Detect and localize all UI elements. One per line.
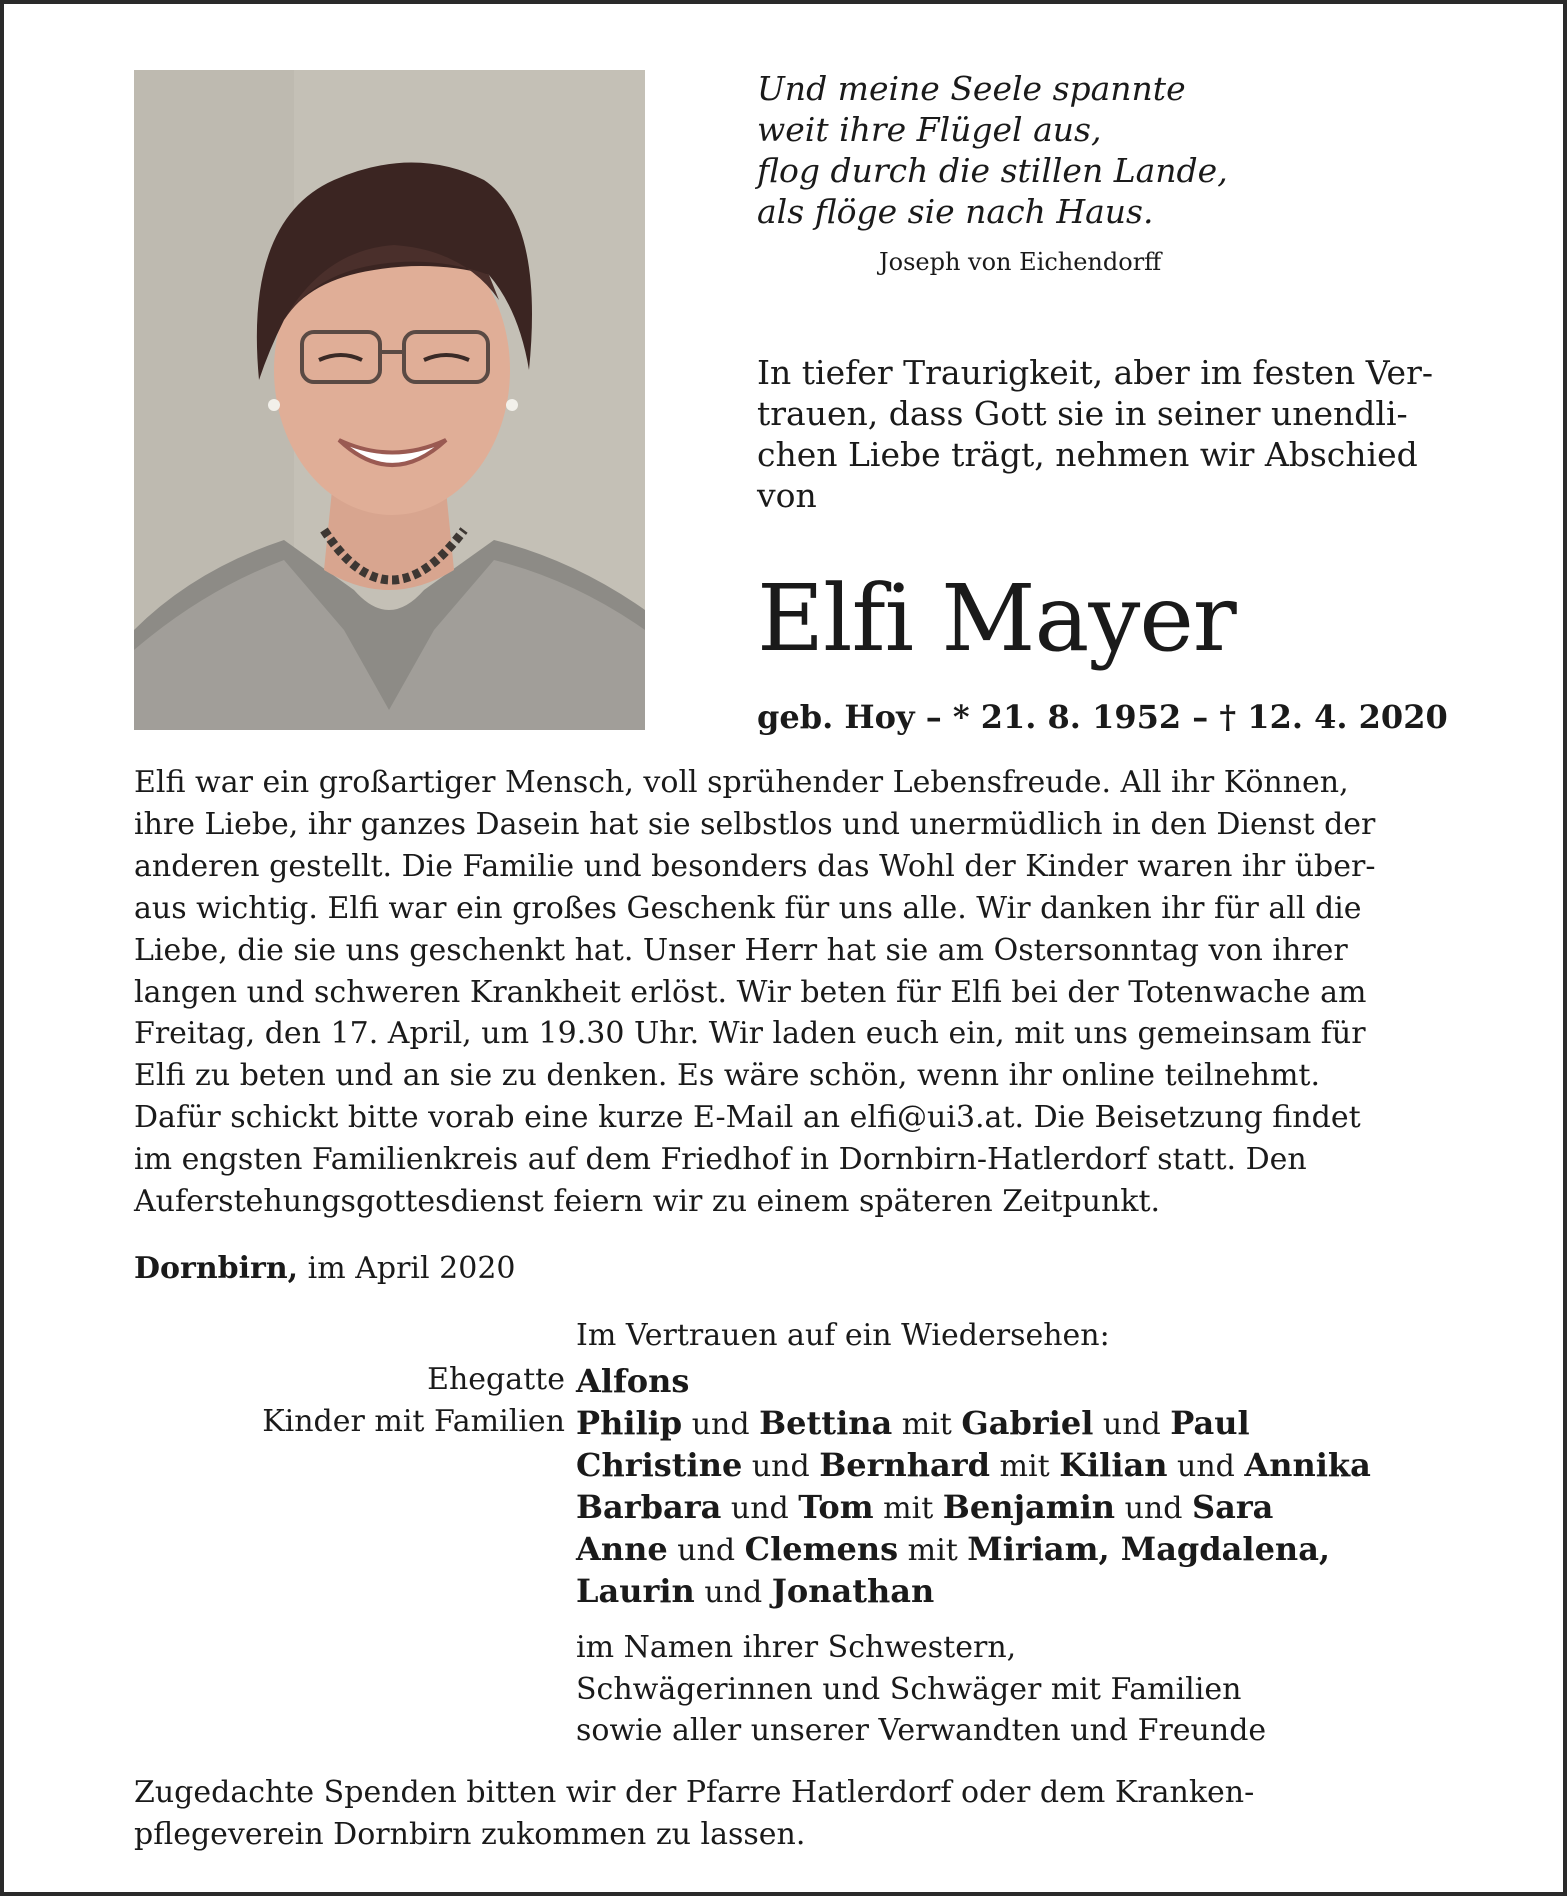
children-names	[576, 1572, 934, 1610]
children-names	[576, 1488, 1273, 1526]
connector-text: mit	[873, 1491, 943, 1526]
children-label: Kinder mit Familien	[262, 1404, 565, 1439]
poem-line: als flöge sie nach Haus.	[757, 192, 1154, 231]
family-member-name: Laurin	[576, 1572, 695, 1610]
body-line: Dafür schickt bitte vorab eine kurze E-Mail an elfi@ui3.at. Die Beisetzung findet	[134, 1100, 1361, 1136]
family-member-name: Bettina	[759, 1404, 893, 1442]
children-names	[576, 1446, 1371, 1484]
body-line: aus wichtig. Elfi war ein großes Geschenk für uns alle. Wir danken ihr für all die	[134, 890, 1362, 926]
intro-line: von	[757, 476, 817, 515]
spouse-names	[576, 1362, 689, 1400]
connector-text: und	[742, 1449, 820, 1484]
family-member-name: Paul	[1170, 1404, 1250, 1442]
deceased-dates: geb. Hoy – * 21. 8. 1952 – † 12. 4. 2020	[757, 698, 1448, 736]
intro-line: trauen, dass Gott sie in seiner unendli-	[757, 394, 1408, 433]
connector-text: und	[1093, 1407, 1171, 1442]
family-member-name: Sara	[1191, 1488, 1274, 1526]
children-row	[4, 1488, 1567, 1530]
closing-line: Schwägerinnen und Schwäger mit Familien	[576, 1671, 1242, 1707]
body-line: Freitag, den 17. April, um 19.30 Uhr. Wir laden euch ein, mit uns gemeinsam für	[134, 1016, 1366, 1052]
family-member-name: Kilian	[1059, 1446, 1168, 1484]
closing-line: im Namen ihrer Schwestern,	[576, 1630, 1017, 1665]
children-row	[4, 1572, 1567, 1614]
closing-lines	[576, 1627, 1266, 1752]
family-member-name: Miriam, Magdalena,	[967, 1530, 1331, 1568]
place-date-text: im April 2020	[307, 1251, 516, 1286]
donation-line: pflegeverein Dornbirn zukommen zu lassen.	[134, 1817, 806, 1852]
family-member-name: Christine	[576, 1446, 743, 1484]
poem-author: Joseph von Eichendorff	[879, 248, 1162, 276]
place-date	[134, 1251, 516, 1286]
children-row	[4, 1446, 1567, 1488]
connector-text: und	[721, 1491, 799, 1526]
place-city: Dornbirn,	[134, 1251, 299, 1286]
obituary-body	[134, 762, 1375, 1223]
family-member-name: Gabriel	[961, 1404, 1094, 1442]
children-names	[576, 1530, 1330, 1568]
intro-line: In tiefer Traurigkeit, aber im festen Ver-	[757, 353, 1434, 392]
body-line: langen und schweren Krankheit erlöst. Wir beten für Elfi bei der Totenwache am	[134, 974, 1367, 1010]
family-member-name: Bernhard	[819, 1446, 991, 1484]
spouse-name: Alfons	[576, 1362, 690, 1400]
intro-text	[757, 352, 1433, 516]
spouse-row	[4, 1362, 1567, 1404]
body-line: Liebe, die sie uns geschenkt hat. Unser Herr hat sie am Ostersonntag von ihrer	[134, 932, 1348, 968]
intro-line: chen Liebe trägt, nehmen wir Abschied	[757, 435, 1418, 474]
connector-text: mit	[898, 1533, 968, 1568]
poem-line: flog durch die stillen Lande,	[757, 151, 1228, 190]
connector-text: und	[694, 1575, 772, 1610]
body-line: ihre Liebe, ihr ganzes Dasein hat sie selbstlos und unermüdlich in den Dienst der	[134, 806, 1376, 842]
body-line: Elfi war ein großartiger Mensch, voll sprühender Lebensfreude. All ihr Können,	[134, 765, 1349, 800]
poem-line: Und meine Seele spannte	[757, 69, 1186, 108]
body-line: Elfi zu beten und an sie zu denken. Es wäre schön, wenn ihr online teilnehmt.	[134, 1058, 1321, 1094]
portrait-photo	[134, 70, 645, 730]
family-member-name: Anne	[576, 1530, 668, 1568]
family-member-name: Jonathan	[771, 1572, 935, 1610]
family-intro: Im Vertrauen auf ein Wiedersehen:	[576, 1318, 1110, 1353]
body-line: im engsten Familienkreis auf dem Friedhof in Dornbirn-Hatlerdorf statt. Den	[134, 1142, 1307, 1178]
family-member-name: Philip	[576, 1404, 683, 1442]
deceased-name: Elfi Mayer	[757, 565, 1236, 672]
body-line: Auferstehungsgottesdienst feiern wir zu einem späteren Zeitpunkt.	[134, 1184, 1161, 1220]
connector-text: und	[667, 1533, 745, 1568]
family-member-name: Benjamin	[942, 1488, 1116, 1526]
connector-text: und	[1167, 1449, 1245, 1484]
spouse-label: Ehegatte	[427, 1362, 565, 1397]
family-member-name: Tom	[798, 1488, 874, 1526]
donation-line: Zugedachte Spenden bitten wir der Pfarre Hatlerdorf oder dem Kranken-	[134, 1775, 1255, 1810]
connector-text: und	[1115, 1491, 1192, 1526]
body-line: anderen gestellt. Die Familie und besonders das Wohl der Kinder waren ihr über-	[134, 848, 1376, 884]
poem	[757, 68, 1228, 232]
children-row	[4, 1404, 1567, 1446]
children-row	[4, 1530, 1567, 1572]
poem-line: weit ihre Flügel aus,	[757, 110, 1102, 149]
closing-line: sowie aller unserer Verwandten und Freunde	[576, 1713, 1267, 1748]
family-member-name: Barbara	[576, 1488, 722, 1526]
connector-text: und	[682, 1407, 760, 1442]
connector-text: mit	[990, 1449, 1060, 1484]
family-member-name: Clemens	[744, 1530, 899, 1568]
family-member-name: Annika	[1244, 1446, 1371, 1484]
connector-text: mit	[892, 1407, 962, 1442]
donation-note	[134, 1772, 1254, 1856]
children-names	[576, 1404, 1250, 1442]
portrait-illustration	[134, 70, 645, 730]
